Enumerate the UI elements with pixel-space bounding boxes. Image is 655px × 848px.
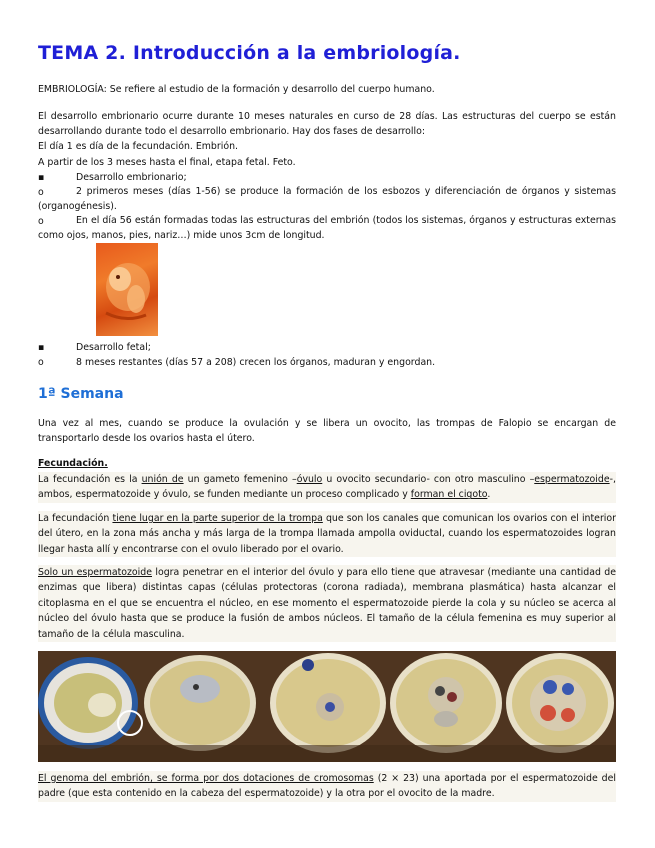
embryo-image bbox=[96, 243, 158, 336]
development-paragraph: El desarrollo embrionario ocurre durante 10 meses naturales en curso de 28 días. Las estructuras del cuerpo se están desarrollando durante todo el desarrollo embrionario. Hay dos fases de desarrollo: bbox=[38, 111, 616, 138]
section-heading: 1ª Semana bbox=[38, 386, 124, 402]
list-item: Desarrollo fetal; bbox=[76, 342, 151, 353]
dish-5 bbox=[506, 653, 614, 753]
fecundacion-paragraph-3: Solo un espermatozoide logra penetrar en el interior del óvulo y para ello tiene que atravesar (mediante una cantidad de enzimas que libera) distintas capas (células protectoras (corona radiada), membrana plasmática) hasta alcanzar el citoplasma en el que se encuentra el núcleo, en ese momento el espermatozoide pierde la cola y su núcleo se acerca al núcleo del óvulo hasta que se produce la fusión de ambos núcleos. El tamaño de la célula femenina es muy superior al tamaño de la célula masculina. bbox=[38, 565, 616, 642]
list-item: Desarrollo embrionario; bbox=[76, 172, 187, 183]
development-day1: El día 1 es día de la fecundación. Embrión. bbox=[38, 141, 238, 152]
list-item: En el día 56 están formadas todas las estructuras del embrión (todos los sistemas, órganos y estructuras externas como ojos, manos, pies, nariz…) mide unos 3cm de longitud. bbox=[38, 215, 616, 242]
fecundacion-paragraph-1: La fecundación es la unión de un gameto femenino –óvulo u ovocito secundario- con otro masculino –espermatozoide-, ambos, espermatozoide y óvulo, se funden mediante un proceso complicado y forman el cigoto. bbox=[38, 472, 616, 503]
page-title: TEMA 2. Introducción a la embriología. bbox=[38, 42, 461, 64]
list-marker: o bbox=[38, 357, 44, 368]
dish-3 bbox=[270, 653, 386, 753]
development-fetal: A partir de los 3 meses hasta el final, etapa fetal. Feto. bbox=[38, 157, 296, 168]
dish-2 bbox=[144, 655, 256, 751]
list-item: 8 meses restantes (días 57 a 208) crecen los órganos, maduran y engordan. bbox=[76, 357, 436, 368]
fecundacion-heading: Fecundación. bbox=[38, 458, 108, 469]
list-marker: ▪ bbox=[38, 342, 45, 353]
fecundacion-paragraph-2: La fecundación tiene lugar en la parte superior de la trompa que son los canales que comunican los ovarios con el interior del útero, en la zona más ancha y más larga de la trompa llamada ampolla oviductal, cuando los espermatozoides logran llegar hasta allí y encontrarse con el ovulo liberado por el ovario. bbox=[38, 511, 616, 557]
dish-4 bbox=[390, 653, 502, 753]
semana-paragraph: Una vez al mes, cuando se produce la ovulación y se libera un ovocito, las trompas de Falopio se encargan de transportarlo desde los ovarios hasta el útero. bbox=[38, 418, 616, 445]
fecundacion-paragraph-4: El genoma del embrión, se forma por dos dotaciones de cromosomas (2 × 23) una aportada por el espermatozoide del padre (que esta contenido en la cabeza del espermatozoide) y la otra por el ovocito de la madre. bbox=[38, 771, 616, 802]
list-marker: ▪ bbox=[38, 172, 45, 183]
intro-paragraph: EMBRIOLOGÍA: Se refiere al estudio de la formación y desarrollo del cuerpo humano. bbox=[38, 84, 435, 95]
list-item: 2 primeros meses (días 1-56) se produce la formación de los esbozos y diferenciación de órganos y sistemas (organogénesis). bbox=[38, 186, 616, 213]
list-marker: o bbox=[38, 187, 44, 198]
fertilization-models-image bbox=[38, 651, 616, 762]
list-marker: o bbox=[38, 216, 44, 227]
